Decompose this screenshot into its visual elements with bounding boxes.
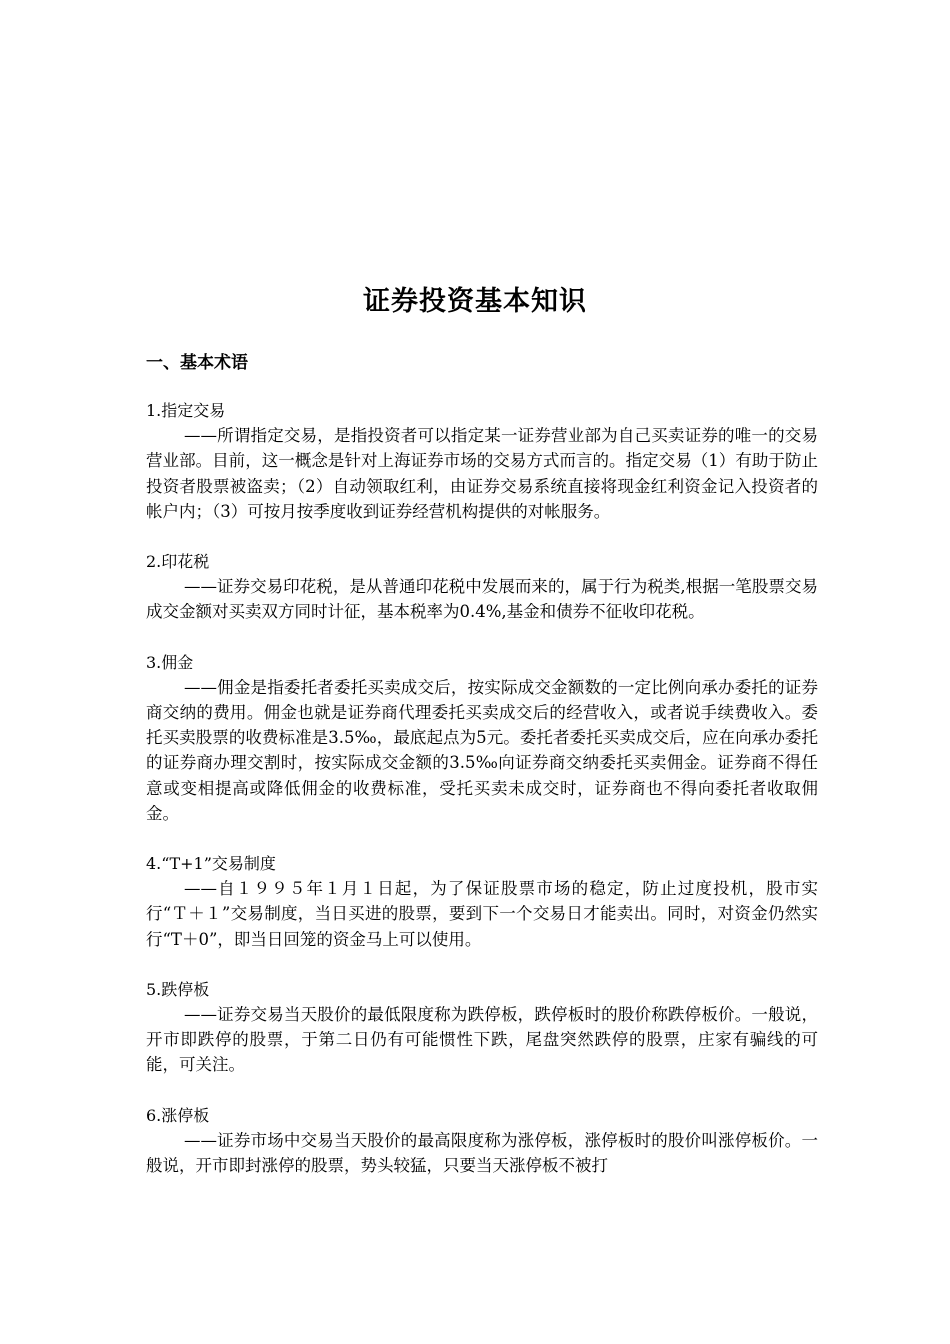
term-paragraph: ——佣金是指委托者委托买卖成交后，按实际成交金额数的一定比例向承办委托的证券商交纳的费用。佣金也就是证券商代理委托买卖成交后的经营收入，或者说手续费收入。委托买卖股票的收费标准是3.5‰，最底起点为5元。委托者委托买卖成交后，应在向承办委托的证券商办理交割时，按实际成交金额的3.5‰向证券商交纳委托买卖佣金。证券商不得任意或变相提高或降低佣金的收费标准，受托买卖未成交时，证券商也不得向委托者收取佣金。 [146, 677, 818, 823]
term-title: 4.“T+1”交易制度 [146, 854, 276, 874]
document-body [146, 398, 818, 1203]
term-paragraph: ——证券市场中交易当天股价的最高限度称为涨停板，涨停板时的股价叫涨停板价。一般说，开市即封涨停的股票，势头较猛，只要当天涨停板不被打 [146, 1130, 818, 1176]
term-paragraph: ——证券交易印花税，是从普通印花税中发展而来的，属于行为税类,根据一笔股票交易成交金额对买卖双方同时计征，基本税率为0.4%,基金和债券不征收印花税。 [146, 577, 818, 622]
term-title: 1.指定交易 [146, 401, 226, 420]
term-title: 3.佣金 [146, 652, 194, 672]
document-title: 证券投资基本知识 [363, 286, 587, 317]
term-paragraph: ——自１９９５年１月１日起，为了保证股票市场的稳定，防止过度投机，股市实行“Ｔ＋１”交易制度，当日买进的股票，要到下一个交易日才能卖出。同时，对资金仍然实行“T＋0”，即当日回笼的资金马上可以使用。 [146, 879, 818, 949]
section-heading: 一、基本术语 [146, 353, 248, 373]
term-limit-down [146, 977, 818, 1078]
term-stamp-tax [146, 549, 818, 625]
term-paragraph: ——所谓指定交易，是指投资者可以指定某一证券营业部为自己买卖证券的唯一的交易营业部。目前，这一概念是针对上海证券市场的交易方式而言的。指定交易（1）有助于防止投资者股票被盗卖；（2）自动领取红利，由证券交易系统直接将现金红利资金记入投资者的帐户内；（3）可按月按季度收到证券经营机构提供的对帐服务。 [146, 426, 818, 521]
term-title: 2.印花税 [146, 552, 210, 572]
term-paragraph: ——证券交易当天股价的最低限度称为跌停板，跌停板时的股价称跌停板价。一般说，开市即跌停的股票，于第二日仍有可能惯性下跌，尾盘突然跌停的股票，庄家有骗线的可能，可关注。 [146, 1005, 818, 1075]
term-title: 6.涨停板 [146, 1105, 210, 1125]
term-designated-trading [146, 398, 818, 524]
term-t-plus-1 [146, 851, 818, 952]
term-title: 5.跌停板 [146, 979, 210, 999]
term-commission [146, 650, 818, 826]
term-limit-up [146, 1103, 818, 1179]
